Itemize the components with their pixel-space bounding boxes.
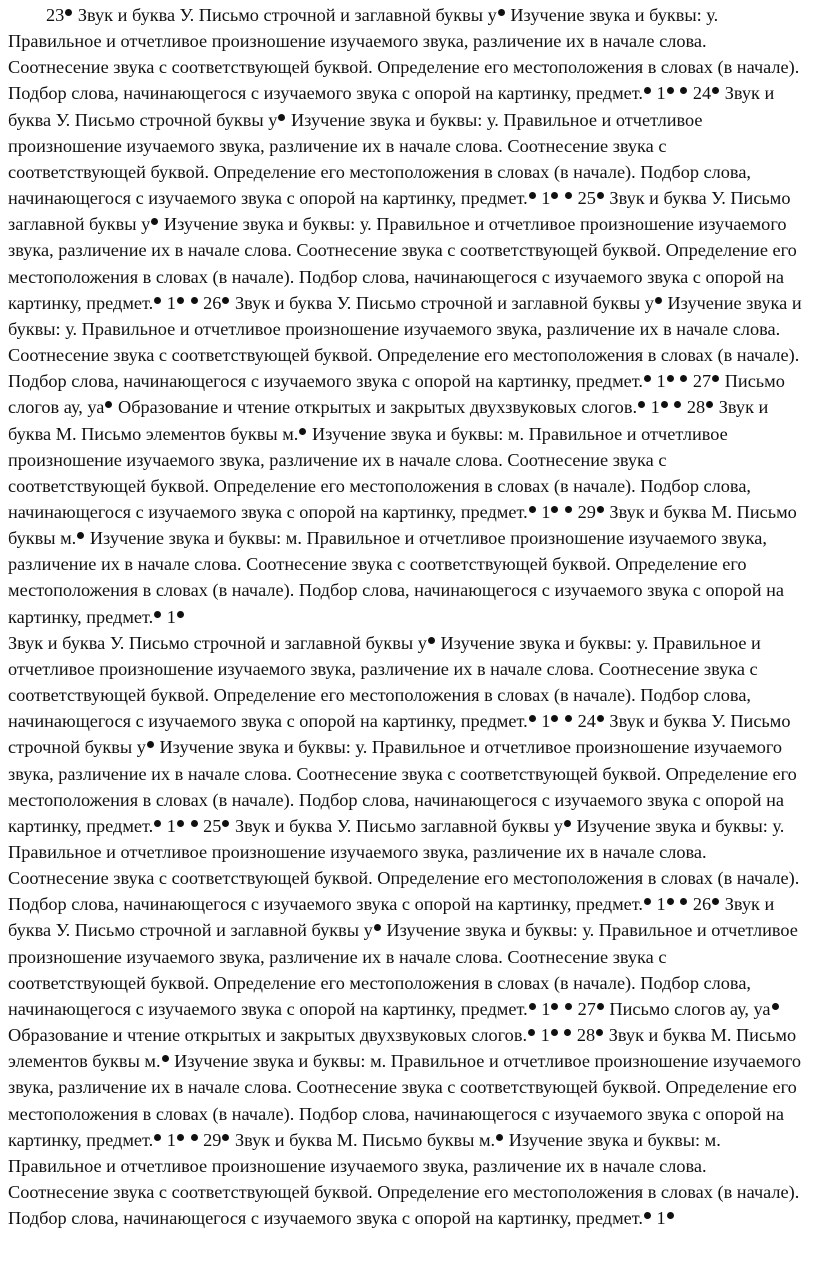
text-segment: 1 [656,83,666,104]
text-segment: Изучение звука и буквы: у. Правильное и отчетливое произношение изучаемого звука, различение их в начале слова. Соотнесение звука с соответствующей буквой. Определение его местоположения в словах (в начале). Подбор слова, начинающегося с изучаемого звука с опорой на картинку, предмет. [8,214,797,313]
bullet-icon [565,715,572,722]
bullet-icon [565,192,572,199]
bullet-icon [177,611,184,618]
bullet-icon [597,506,604,513]
text-segment: Образование и чтение открытых и закрытых двухзвуковых слогов. [118,397,638,418]
bullet-icon [177,297,184,304]
bullet-icon [551,715,558,722]
bullet-icon [299,428,306,435]
text-segment: Изучение звука и буквы: у. Правильное и отчетливое произношение изучаемого звука, различение их в начале слова. Соотнесение звука с соответствующей буквой. Определение его местоположения в словах (в начале). Подбор слова, начинающегося с изучаемого звука с опорой на картинку, предмет. [8,109,752,209]
text-segment: 1 [656,894,666,915]
bullet-icon [551,192,558,199]
bullet-icon [712,375,719,382]
bullet-icon [77,532,84,539]
text-segment: 27 [577,998,596,1019]
text-segment: Звук и буква М. Письмо буквы м. [234,1129,496,1150]
bullet-icon [706,401,713,408]
text-segment: 1 [656,371,666,392]
paragraph [8,630,808,1232]
text-segment: 24 [577,711,596,732]
bullet-icon [597,715,604,722]
text-segment: Звук и буква У. Письмо строчной и заглавной буквы у [234,292,654,313]
text-segment: 29 [203,1129,222,1150]
paragraph [8,2,808,630]
bullet-icon [151,218,158,225]
text-segment: Изучение звука и буквы: м. Правильное и отчетливое произношение изучаемого звука, различение их в начале слова. Соотнесение звука с соответствующей буквой. Определение его местоположения в словах (в начале). Подбор слова, начинающегося с изучаемого звука с опорой на картинку, предмет. [8,423,752,522]
text-segment: Звук и буква У. Письмо строчной и заглавной буквы у [8,894,775,941]
bullet-icon [667,898,674,905]
bullet-icon [551,1003,558,1010]
text-segment: Изучение звука и буквы: у. Правильное и отчетливое произношение изучаемого звука, различение их в начале слова. Соотнесение звука с соответствующей буквой. Определение его местоположения в словах (в начале). Подбор слова, начинающегося с изучаемого звука с опорой на картинку, предмет. [8,292,802,392]
document-page [8,2,808,1231]
bullet-icon [154,611,161,618]
text-segment: Звук и буква У. Письмо заглавной буквы у [234,815,563,836]
bullet-icon [596,1029,603,1036]
bullet-icon [551,506,558,513]
bullet-icon [147,741,154,748]
bullet-icon [154,1134,161,1141]
bullet-icon [712,898,719,905]
bullet-icon [597,192,604,199]
text-segment: 1 [166,292,176,313]
text-segment: 28 [686,397,706,418]
bullet-icon [680,87,687,94]
bullet-icon [565,506,572,513]
bullet-icon [191,820,198,827]
text-segment: 29 [577,501,596,522]
text-segment: Звук и буква М. Письмо элементов буквы м. [8,1025,797,1072]
bullet-icon [162,1055,169,1062]
bullet-icon [638,401,645,408]
text-segment: 1 [166,815,176,836]
bullet-icon [712,87,719,94]
bullet-icon [65,9,72,16]
text-segment: 27 [692,371,712,392]
bullet-icon [644,1212,651,1219]
text-segment: 26 [203,292,222,313]
bullet-icon [528,1029,535,1036]
bullet-icon [680,898,687,905]
text-segment: Изучение звука и буквы: у. Правильное и отчетливое произношение изучаемого звука, различение их в начале слова. Соотнесение звука с соответствующей буквой. Определение его местоположения в словах (в начале). Подбор слова, начинающегося с изучаемого звука с опорой на картинку, предмет. [8,815,800,915]
text-segment: 23 [46,5,65,25]
bullet-icon [644,898,651,905]
bullet-icon [529,715,536,722]
bullet-icon [772,1003,779,1010]
text-segment: 28 [576,1025,596,1046]
bullet-icon [644,87,651,94]
bullet-icon [154,297,161,304]
text-segment: Звук и буква У. Письмо заглавной буквы у [8,188,791,235]
bullet-icon [105,401,112,408]
text-segment: 25 [203,815,222,836]
text-segment: Звук и буква М. Письмо буквы м. [8,501,797,549]
bullet-icon [278,114,285,121]
text-segment: 26 [692,894,712,915]
bullet-icon [564,1029,571,1036]
bullet-icon [529,192,536,199]
text-segment: Звук и буква У. Письмо строчной и заглавной буквы у [8,632,427,653]
text-segment: 1 [166,1129,176,1150]
bullet-icon [667,375,674,382]
text-segment: Изучение звука и буквы: м. Правильное и отчетливое произношение изучаемого звука, различение их в начале слова. Соотнесение звука с соответствующей буквой. Определение его местоположения в словах (в начале). Подбор слова, начинающегося с изучаемого звука с опорой на картинку, предмет. [8,528,785,627]
text-segment: Звук и буква У. Письмо строчной буквы у [8,711,791,758]
bullet-icon [222,820,229,827]
bullet-icon [564,820,571,827]
bullet-icon [154,820,161,827]
bullet-icon [644,375,651,382]
text-segment: 1 [656,1208,666,1229]
bullet-icon [428,637,435,644]
bullet-icon [667,1212,674,1219]
bullet-icon [177,1134,184,1141]
text-segment: 1 [541,188,551,209]
bullet-icon [674,401,681,408]
text-segment: 24 [692,83,712,104]
text-segment: Письмо слогов ау, уа [8,371,785,418]
text-segment: Изучение звука и буквы: у. Правильное и отчетливое произношение изучаемого звука, различение их в начале слова. Соотнесение звука с соответствующей буквой. Определение его местоположения в словах (в начале). Подбор слова, начинающегося с изучаемого звука с опорой на картинку, предмет. [8,632,761,732]
bullet-icon [551,1029,558,1036]
text-segment: Изучение звука и буквы: у. Правильное и отчетливое произношение изучаемого звука, различение их в начале слова. Соотнесение звука с соответствующей буквой. Определение его местоположения в словах (в начале). Подбор слова, начинающегося с изучаемого звука с опорой на картинку, предмет. [8,920,798,1019]
text-segment: Звук и буква У. Письмо строчной и заглавной буквы у [77,5,497,25]
bullet-icon [191,1134,198,1141]
bullet-icon [597,1003,604,1010]
text-segment: Письмо слогов ау, уа [609,998,771,1019]
text-segment: Звук и буква У. Письмо строчной буквы у [8,83,775,130]
bullet-icon [680,375,687,382]
text-segment: 1 [540,1025,550,1046]
bullet-icon [496,1134,503,1141]
bullet-icon [222,1134,229,1141]
bullet-icon [222,297,229,304]
text-segment: 1 [541,711,551,732]
text-segment: Изучение звука и буквы: у. Правильное и отчетливое произношение изучаемого звука, различение их в начале слова. Соотнесение звука с соответствующей буквой. Определение его местоположения в словах (в начале). Подбор слова, начинающегося с изучаемого звука с опорой на картинку, предмет. [8,737,797,836]
text-segment: Звук и буква М. Письмо элементов буквы м. [8,397,769,444]
bullet-icon [529,506,536,513]
bullet-icon [498,9,505,16]
text-segment: 25 [577,188,596,209]
text-segment: Изучение звука и буквы: м. Правильное и отчетливое произношение изучаемого звука, различение их в начале слова. Соотнесение звука с соответствующей буквой. Определение его местоположения в словах (в начале). Подбор слова, начинающегося с изучаемого звука с опорой на картинку, предмет. [8,1129,800,1229]
bullet-icon [177,820,184,827]
text-segment: 1 [541,501,551,522]
bullet-icon [529,1003,536,1010]
bullet-icon [655,297,662,304]
text-segment: 1 [166,606,176,627]
text-segment: Изучение звука и буквы: у. Правильное и отчетливое произношение изучаемого звука, различение их в начале слова. Соотнесение звука с соответствующей буквой. Определение его местоположения в словах (в начале). Подбор слова, начинающегося с изучаемого звука с опорой на картинку, предмет. [8,5,800,104]
text-segment: 1 [541,998,551,1019]
text-segment: Образование и чтение открытых и закрытых двухзвуковых слогов. [8,1025,528,1046]
bullet-icon [667,87,674,94]
bullet-icon [191,297,198,304]
bullet-icon [374,924,381,931]
text-segment: 1 [650,397,660,418]
text-segment: Изучение звука и буквы: м. Правильное и отчетливое произношение изучаемого звука, различение их в начале слова. Соотнесение звука с соответствующей буквой. Определение его местоположения в словах (в начале). Подбор слова, начинающегося с изучаемого звука с опорой на картинку, предмет. [8,1051,802,1150]
bullet-icon [661,401,668,408]
bullet-icon [565,1003,572,1010]
